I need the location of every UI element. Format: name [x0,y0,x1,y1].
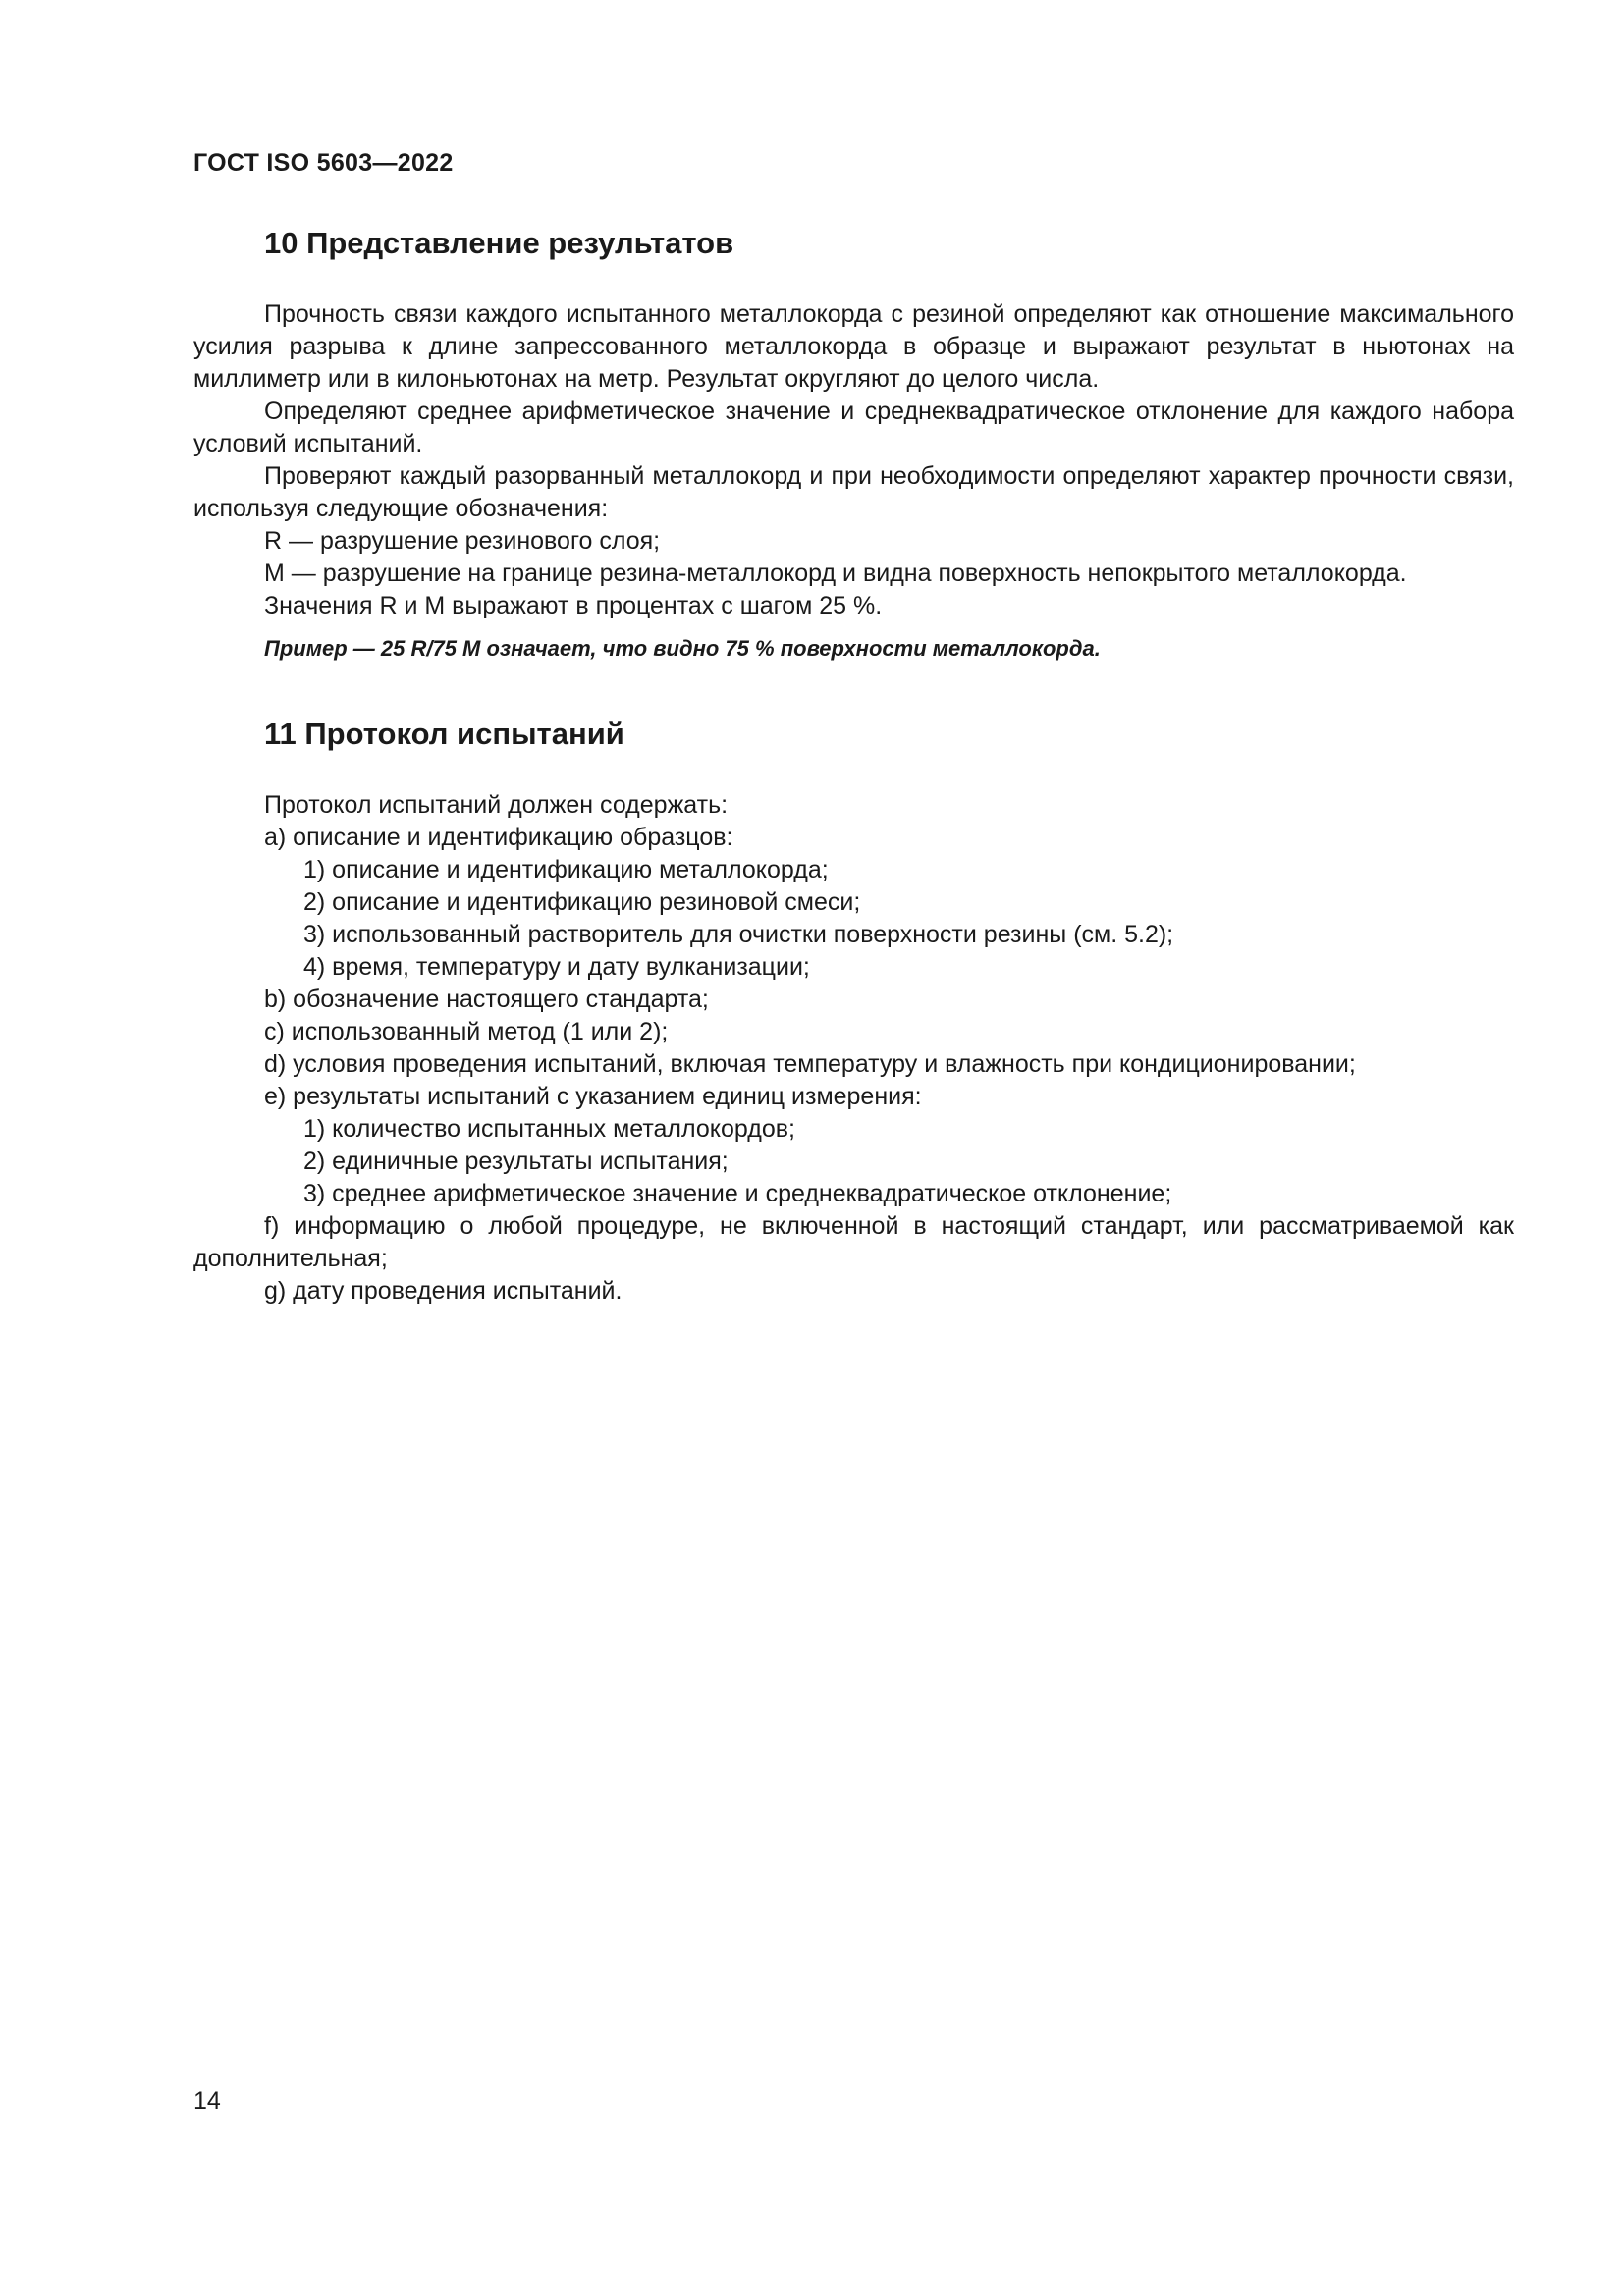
section-title: 11 Протокол испытаний [264,717,624,751]
example-note: Пример — 25 R/75 M означает, что видно 75 % поверхности металлокорда. [264,636,1101,661]
list-item: f) информацию о любой процедуре, не включенной в настоящий стандарт, или рассматриваемой как дополнительная; [193,1212,1514,1272]
section-test-report [193,715,1514,1308]
document-code: ГОСТ ISO 5603—2022 [193,149,454,177]
page-number: 14 [193,2087,221,2114]
list-item: d) условия проведения испытаний, включая температуру и влажность при кондиционировании; [264,1050,1356,1078]
list-item: 3) использованный растворитель для очистки поверхности резины (см. 5.2); [303,921,1174,948]
list-item: b) обозначение настоящего стандарта; [264,986,709,1013]
list-item: 2) описание и идентификацию резиновой смеси; [303,888,861,916]
list-item: g) дату проведения испытаний. [264,1277,623,1305]
report-items-list [193,822,1514,1210]
intro-line: Протокол испытаний должен содержать: [264,791,729,819]
designation-line: М — разрушение на границе резина-металлокорд и видна поверхность непокрытого металлокорда. [264,560,1407,587]
list-item: 1) описание и идентификацию металлокорда; [303,856,829,883]
paragraph: Определяют среднее арифметическое значение и среднеквадратическое отклонение для каждого набора условий испытаний. [193,398,1514,457]
paragraph: Проверяют каждый разорванный металлокорд и при необходимости определяют характер прочности связи, используя следующие обозначения: [193,462,1514,522]
section-title: 10 Представление результатов [264,226,734,260]
list-item: e) результаты испытаний с указанием единиц измерения: [264,1083,922,1110]
paragraph: Прочность связи каждого испытанного металлокорда с резиной определяют как отношение максимального усилия разрыва к длине запрессованного металлокорда в образце и выражают результат в ньютонах на миллиметр или в килоньютонах на метр. Результат округляют до целого числа. [193,300,1514,393]
list-item: 2) единичные результаты испытания; [303,1148,729,1175]
designation-line: Значения R и М выражают в процентах с шагом 25 %. [264,592,883,619]
list-item: c) использованный метод (1 или 2); [264,1018,669,1045]
section-results [193,224,1514,664]
list-item: 4) время, температуру и дату вулканизации; [303,953,810,981]
list-item: a) описание и идентификацию образцов: [264,824,733,851]
designation-line: R — разрушение резинового слоя; [264,527,661,555]
list-item: 3) среднее арифметическое значение и среднеквадратическое отклонение; [303,1180,1172,1207]
list-item: 1) количество испытанных металлокордов; [303,1115,795,1143]
